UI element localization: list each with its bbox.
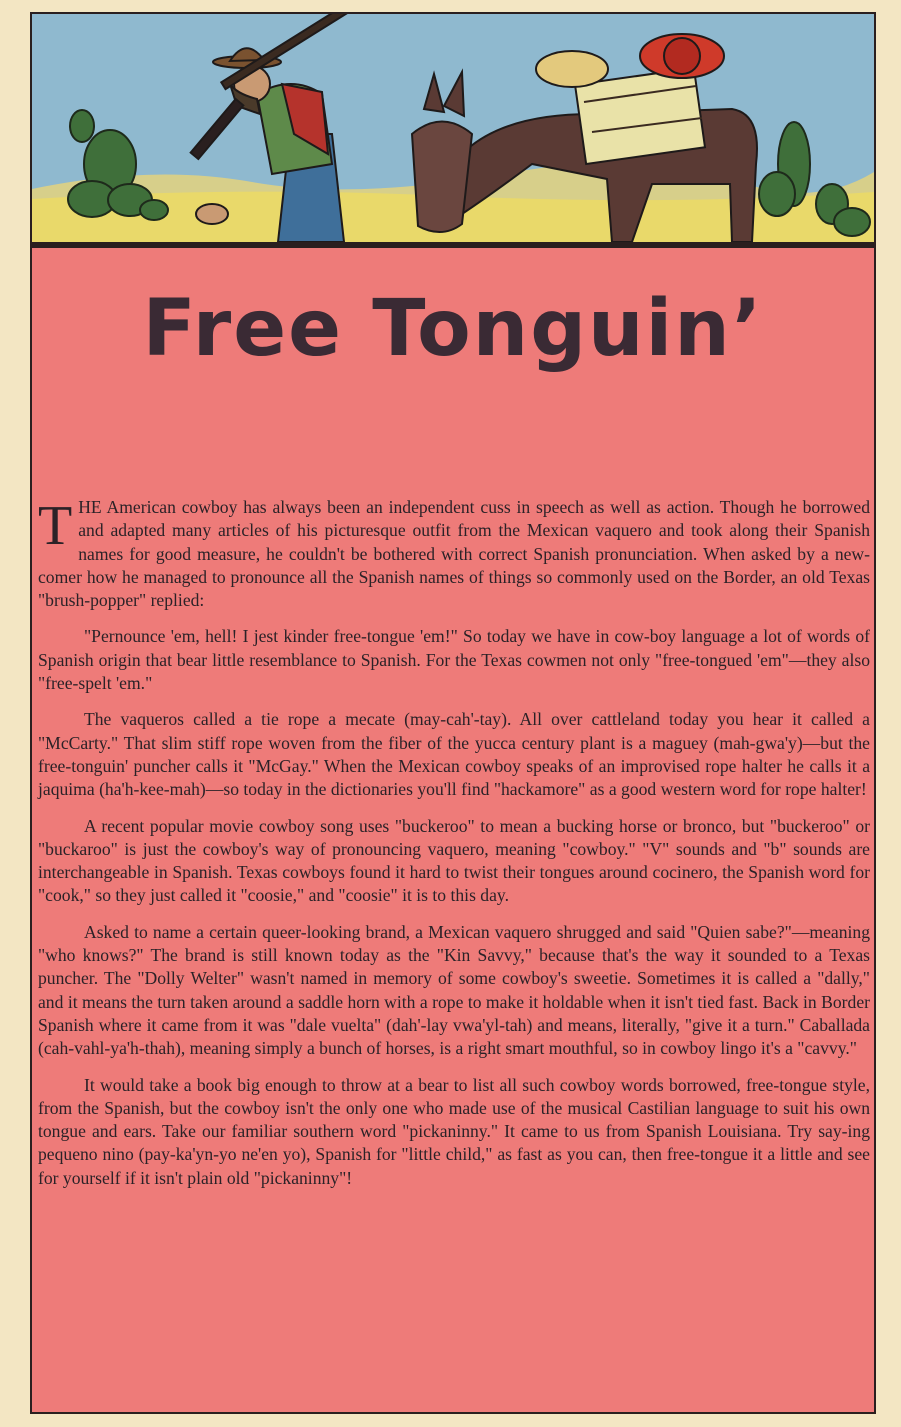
article-paragraph-4: A recent popular movie cowboy song uses "buckeroo" to mean a bucking horse or bronco, but "buckeroo" or "buckaroo" is just the cowboy's way of pronouncing vaquero, meaning "cowboy." "V" sounds and "b" sounds are interchangeable in Spanish. Texas cowboys found it hard to twist their tongues around cocinero, the Spanish word for "cook," so they just called it "coosie," and "coosie" it is to this day. [38, 815, 870, 906]
illustration-divider [32, 242, 874, 248]
page-frame [30, 12, 876, 1414]
cowboy-and-pack-mule-illustration [32, 14, 874, 242]
page-title: Free Tonguin’ [142, 284, 764, 374]
article-body [38, 496, 870, 1203]
drop-cap: T [38, 495, 73, 557]
article-paragraph-5: Asked to name a certain queer-looking brand, a Mexican vaquero shrugged and said "Quien sabe?"—meaning "who knows?" The brand is still known today as the "Kin Savvy," because that's the way it sounded to a Texas puncher. The "Dolly Welter" wasn't named in memory of some cowboy's sweetie. Sometimes it is called a "dally," and it means the turn taken around a saddle horn with a rope to make it holdable when it isn't tied fast. Back in Border Spanish where it came from it was "dale vuelta" (dah'-lay vwa'yl-tah) and means, literally, "give it a turn." Caballada (cah-vahl-ya'h-thah), meaning simply a bunch of horses, is a right smart mouthful, so in cowboy lingo it's a "cavvy." [38, 921, 870, 1059]
article-paragraph-1 [38, 496, 870, 612]
article-paragraph-1-text: HE American cowboy has always been an independent cuss in speech as well as action. Though he borrowed and adapted many articles of his picturesque outfit from the Mexican vaquero and took along their Spanish names for good measure, he couldn't be bothered with correct Spanish pronunciation. When asked by a new-comer how he managed to pronounce all the Spanish names of things so commonly used on the Border, an old Texas "brush-popper" replied: [38, 497, 870, 611]
article-paragraph-2: "Pernounce 'em, hell! I jest kinder free-tongue 'em!" So today we have in cow-boy language a lot of words of Spanish origin that bear little resemblance to Spanish. For the Texas cowmen not only "free-tongued 'em"—they also "free-spelt 'em." [38, 626, 870, 694]
article-paragraph-6: It would take a book big enough to throw at a bear to list all such cowboy words borrowed, free-tongue style, from the Spanish, but the cowboy isn't the only one who made use of the musical Castilian language to suit his own tongue and ears. Take our familiar southern word "pickaninny." It came to us from Spanish Louisiana. Try say-ing pequeno nino (pay-ka'yn-yo ne'en yo), Spanish for "little child," as fast as you can, then free-tongue it a little and see for yourself if it isn't plain old "pickaninny"! [38, 1074, 870, 1188]
article-paragraph-3: The vaqueros called a tie rope a mecate (may-cah'-tay). All over cattleland today you hear it called a "McCarty." That slim stiff rope woven from the fiber of the yucca century plant is a maguey (mah-gwa'y)—but the free-tonguin' puncher calls it "McGay." When the Mexican cowboy speaks of an improvised rope halter he calls it a jaquima (ha'h-kee-mah)—so today in the dictionaries you'll find "hackamore" as a good western word for rope halter! [38, 709, 870, 800]
